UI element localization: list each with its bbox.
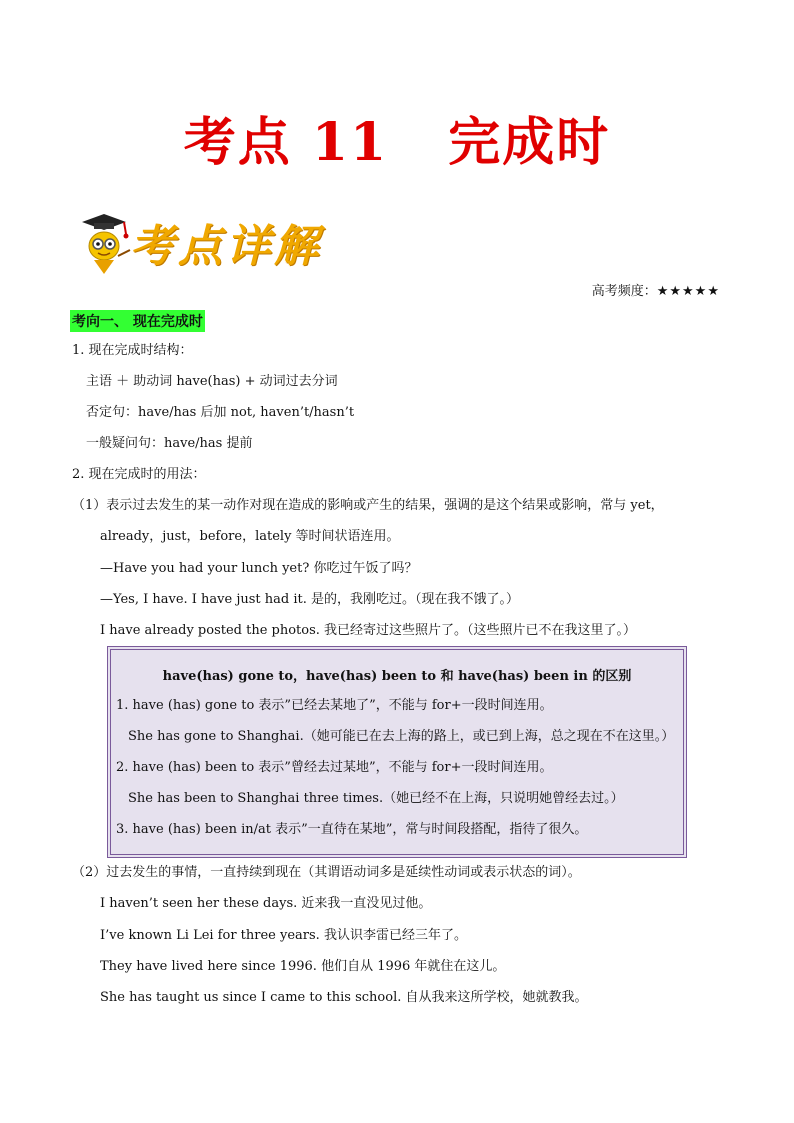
text-line: I haven’t seen her these days. 近来我一直没见过他。 bbox=[100, 896, 432, 911]
graduate-mascot-icon bbox=[76, 210, 132, 276]
note-line: 3. have (has) been in/at 表示”一直待在某地”，常与时间段搭配，指待了很久。 bbox=[116, 822, 588, 837]
frequency-stars: ★★★★★ bbox=[656, 284, 720, 299]
exam-frequency bbox=[592, 280, 720, 299]
text-line: —Yes, I have. I have just had it. 是的，我刚吃过。（现在我不饿了。） bbox=[100, 592, 519, 607]
note-line: She has been to Shanghai three times.（她已经不在上海，只说明她曾经去过。） bbox=[128, 791, 624, 806]
frequency-label: 高考频度： bbox=[591, 284, 657, 299]
text-line: She has taught us since I came to this school. 自从我来这所学校，她就教我。 bbox=[100, 990, 588, 1005]
section-heading: 考向一、 现在完成时 bbox=[70, 310, 205, 332]
text-line: 2. 现在完成时的用法： bbox=[72, 467, 206, 482]
note-line: She has gone to Shanghai.（她可能已在去上海的路上，或已到上海，总之现在不在这里。） bbox=[128, 729, 675, 744]
note-line: 2. have (has) been to 表示”曾经去过某地”，不能与 for+一段时间连用。 bbox=[116, 760, 553, 775]
text-line: 否定句：have/has 后加 not, haven’t/hasn’t bbox=[86, 405, 355, 420]
text-line: 主语 ＋ 助动词 have(has) + 动词过去分词 bbox=[86, 374, 338, 389]
title-topic-number: 考点 11 bbox=[183, 112, 389, 173]
badge-label: 考点详解 bbox=[130, 221, 322, 272]
title-topic-name: 完成时 bbox=[448, 112, 611, 173]
section-badge bbox=[76, 208, 336, 278]
note-line: 1. have (has) gone to 表示”已经去某地了”，不能与 for+一段时间连用。 bbox=[116, 698, 553, 713]
text-line: 一般疑问句：have/has 提前 bbox=[86, 436, 253, 451]
text-line: I’ve known Li Lei for three years. 我认识李雷已经三年了。 bbox=[100, 928, 467, 943]
text-line: 1. 现在完成时结构： bbox=[72, 343, 193, 358]
text-line: （2）过去发生的事情，一直持续到现在（其谓语动词多是延续性动词或表示状态的词）。 bbox=[72, 865, 581, 880]
text-line: I have already posted the photos. 我已经寄过这些照片了。（这些照片已不在我这里了。） bbox=[100, 623, 637, 638]
text-line: They have lived here since 1996. 他们自从 1996 年就住在这儿。 bbox=[100, 959, 506, 974]
text-line: （1）表示过去发生的某一动作对现在造成的影响或产生的结果，强调的是这个结果或影响，常与 yet， bbox=[72, 498, 664, 513]
note-box-title: have(has) gone to，have(has) been to 和 have(has) been in 的区别 bbox=[162, 669, 632, 684]
comparison-note-box bbox=[107, 646, 687, 858]
text-line: already，just，before，lately 等时间状语连用。 bbox=[100, 529, 400, 544]
page-title bbox=[0, 100, 794, 175]
text-line: —Have you had your lunch yet? 你吃过午饭了吗？ bbox=[100, 561, 418, 576]
